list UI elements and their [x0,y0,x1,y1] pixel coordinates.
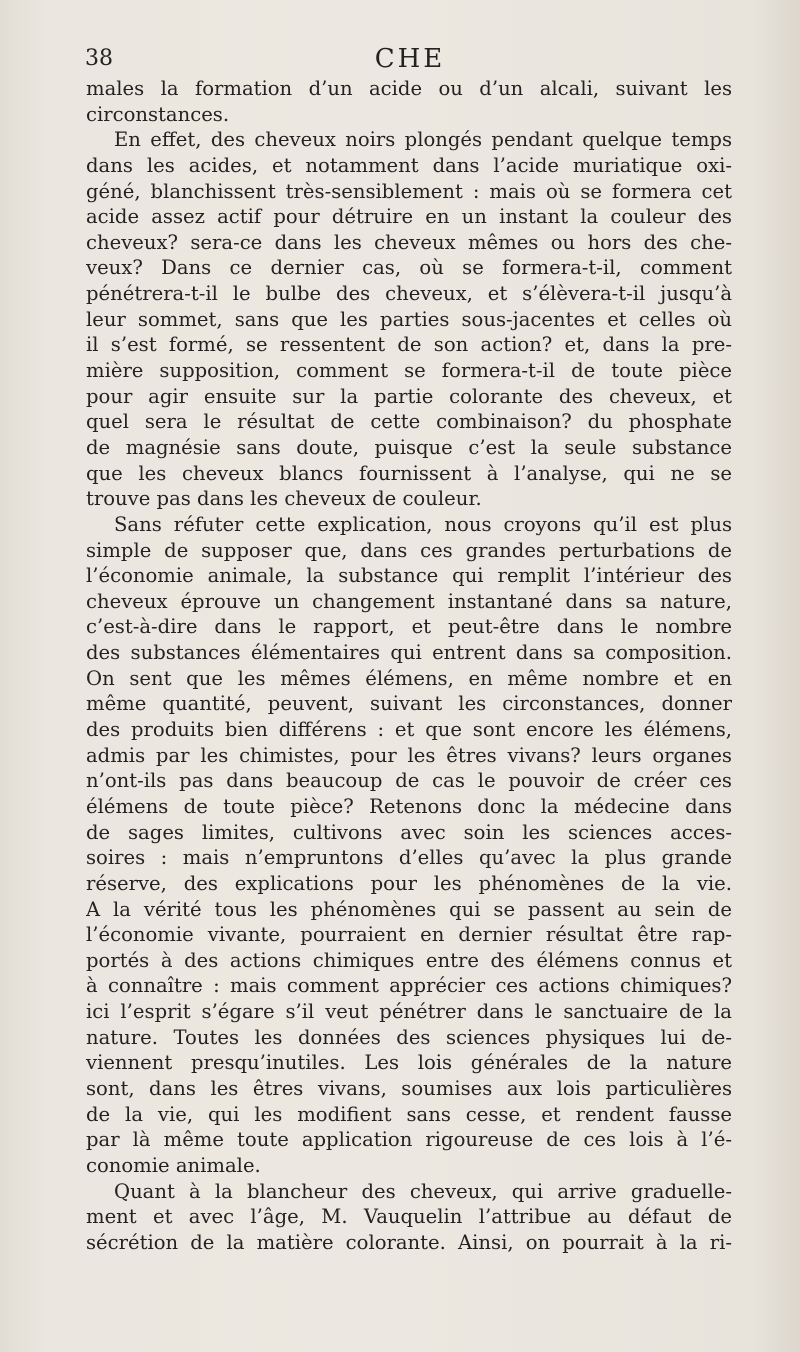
text-line: que les cheveux blancs fournissent à l’analyse, qui ne se [86,461,732,485]
text-line: leur sommet, sans que les parties sous-jacentes et celles où [86,307,732,331]
text-line: de magnésie sans doute, puisque c’est la seule substance [86,435,732,459]
text-line: soires : mais n’empruntons d’elles qu’avec la plus grande [86,846,732,870]
text-line: veux? Dans ce dernier cas, où se formera-t-il, comment [86,256,732,280]
text-line: même quantité, peuvent, suivant les circonstances, donner [86,692,732,716]
text-line: circonstances. [86,102,230,126]
text-line: dans les acides, et notamment dans l’acide muriatique oxi- [86,153,732,177]
text-line: sécrétion de la matière colorante. Ainsi, on pourrait à la ri- [86,1230,732,1254]
text-line: élémens de toute pièce? Retenons donc la médecine dans [86,794,732,818]
text-line: pénétrera-t-il le bulbe des cheveux, et s’élèvera-t-il jusqu’à [86,282,732,306]
text-line: portés à des actions chimiques entre des élémens connus et [86,948,732,972]
page-header [85,42,735,76]
text-line: des substances élémentaires qui entrent dans sa composition. [86,641,732,665]
text-line: nature. Toutes les données des sciences physiques lui de- [86,1025,732,1049]
text-line: c’est-à-dire dans le rapport, et peut-être dans le nombre [86,615,732,639]
page-number: 38 [85,46,113,71]
text-line: à connaître : mais comment apprécier ces actions chimiques? [86,974,732,998]
text-line: viennent presqu’inutiles. Les lois générales de la nature [86,1051,732,1075]
body-text [86,76,732,1255]
text-line: mière supposition, comment se formera-t-il de toute pièce [86,359,732,383]
text-line: l’économie vivante, pourraient en dernier résultat être rap- [86,923,732,947]
text-line: quel sera le résultat de cette combinaison? du phosphate [86,410,732,434]
text-line: réserve, des explications pour les phénomènes de la vie. [86,871,732,895]
text-line: En effet, des cheveux noirs plongés pendant quelque temps [114,128,732,152]
text-line: admis par les chimistes, pour les êtres vivans? leurs organes [86,743,732,767]
text-line: n’ont-ils pas dans beaucoup de cas le pouvoir de créer ces [86,769,732,793]
text-line: de la vie, qui les modifient sans cesse, et rendent fausse [86,1102,732,1126]
text-line: On sent que les mêmes élémens, en même nombre et en [86,666,732,690]
text-line: ici l’esprit s’égare s’il veut pénétrer dans le sanctuaire de la [86,1000,732,1024]
text-line: Quant à la blancheur des cheveux, qui arrive graduelle- [114,1179,732,1203]
text-line: Sans réfuter cette explication, nous croyons qu’il est plus [114,512,732,536]
text-line: des produits bien différens : et que sont encore les élémens, [86,718,732,742]
text-line: trouve pas dans les cheveux de couleur. [86,487,482,511]
running-head: CHE [374,44,446,74]
text-line: sont, dans les êtres vivans, soumises aux lois particulières [86,1076,732,1100]
text-line: males la formation d’un acide ou d’un alcali, suivant les [86,77,732,100]
text-line: ment et avec l’âge, M. Vauquelin l’attribue au défaut de [86,1205,732,1229]
text-line: acide assez actif pour détruire en un instant la couleur des [86,205,732,229]
text-line: pour agir ensuite sur la partie colorante des cheveux, et [86,384,732,408]
text-line: A la vérité tous les phénomènes qui se passent au sein de [86,897,732,921]
text-line: géné, blanchissent très-sensiblement : mais où se formera cet [86,179,732,203]
text-line: cheveux? sera-ce dans les cheveux mêmes ou hors des che- [86,230,732,254]
text-line: conomie animale. [86,1153,261,1177]
text-line: simple de supposer que, dans ces grandes perturbations de [86,538,732,562]
text-line: par là même toute application rigoureuse de ces lois à l’é- [86,1128,732,1152]
text-line: l’économie animale, la substance qui remplit l’intérieur des [86,564,732,588]
text-line: de sages limites, cultivons avec soin les sciences acces- [86,820,732,844]
text-line: il s’est formé, se ressentent de son action? et, dans la pre- [86,333,732,357]
text-line: cheveux éprouve un changement instantané dans sa nature, [86,589,732,613]
